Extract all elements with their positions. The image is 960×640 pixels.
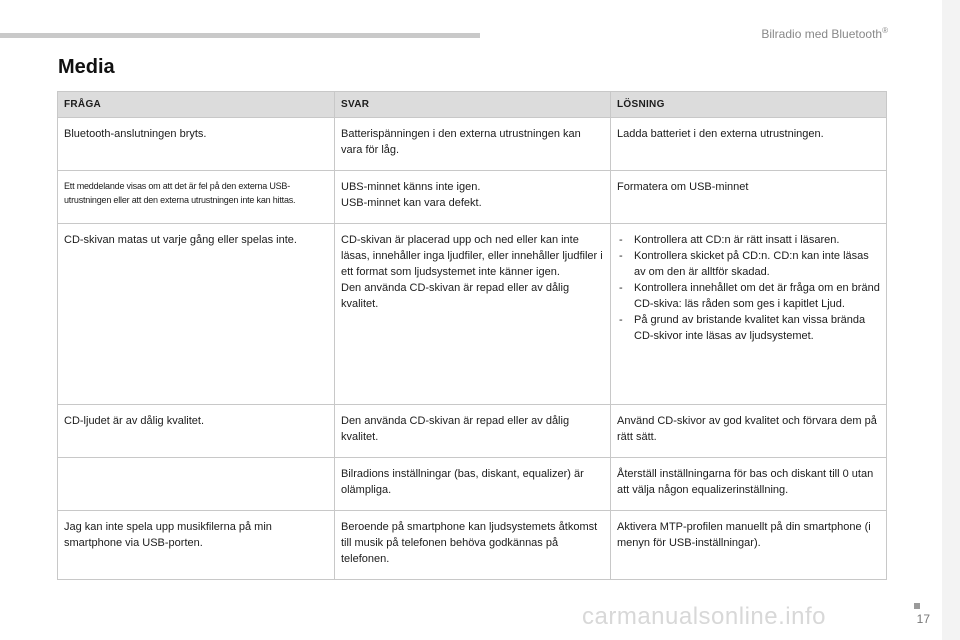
- solution-cell: Aktivera MTP-profilen manuellt på din smartphone (i menyn för USB-inställningar).: [611, 511, 887, 580]
- question-cell: CD-skivan matas ut varje gång eller spelas inte.: [58, 224, 335, 405]
- table-row: [58, 118, 887, 171]
- solution-cell: [611, 224, 887, 405]
- answer-cell: Batterispänningen i den externa utrustningen kan vara för låg.: [335, 118, 611, 171]
- header-title-text: Bilradio med Bluetooth: [761, 27, 883, 41]
- column-header-solution: LÖSNING: [611, 92, 887, 118]
- answer-line: CD-skivan är placerad upp och ned eller kan inte läsas, innehåller inga ljudfiler, eller innehåller ljudfiler i ett format som ljudsystemet inte känner igen.: [341, 234, 603, 278]
- answer-line: UBS-minnet känns inte igen.: [341, 181, 481, 193]
- solution-cell: Återställ inställningarna för bas och diskant till 0 utan att välja någon equalizerinställning.: [611, 458, 887, 511]
- table-row: [58, 458, 887, 511]
- answer-cell: Den använda CD-skivan är repad eller av dålig kvalitet.: [335, 405, 611, 458]
- solution-cell: Använd CD-skivor av god kvalitet och förvara dem på rätt sätt.: [611, 405, 887, 458]
- page-title: Media: [58, 56, 115, 78]
- list-item: - Kontrollera innehållet om det är fråga om en bränd CD-skiva: läs råden som ges i kapitlet Ljud.: [617, 280, 880, 312]
- list-item: - Kontrollera att CD:n är rätt insatt i läsaren.: [617, 232, 880, 248]
- answer-cell: [335, 171, 611, 224]
- answer-cell: Bilradions inställningar (bas, diskant, equalizer) är olämpliga.: [335, 458, 611, 511]
- page-edge-band: [942, 0, 960, 640]
- answer-line: Den använda CD-skivan är repad eller av dålig kvalitet.: [341, 282, 570, 310]
- page-number: 17: [916, 612, 930, 626]
- page-marker: [914, 603, 920, 609]
- solution-cell: Ladda batteriet i den externa utrustningen.: [611, 118, 887, 171]
- header-title: [761, 26, 888, 41]
- question-cell: CD-ljudet är av dålig kvalitet.: [58, 405, 335, 458]
- column-header-question: FRÅGA: [58, 92, 335, 118]
- list-item: - Kontrollera skicket på CD:n. CD:n kan inte läsas av om den är alltför skadad.: [617, 248, 880, 280]
- solution-list: [617, 232, 880, 344]
- header-rule: [0, 33, 480, 38]
- registered-mark: ®: [882, 26, 888, 35]
- question-cell: [58, 458, 335, 511]
- solution-cell: Formatera om USB-minnet: [611, 171, 887, 224]
- question-cell: Ett meddelande visas om att det är fel på den externa USB-utrustningen eller att den externa utrustningen inte kan hittas.: [58, 171, 335, 224]
- answer-cell: Beroende på smartphone kan ljudsystemets åtkomst till musik på telefonen behöva godkännas på telefonen.: [335, 511, 611, 580]
- list-item: - På grund av bristande kvalitet kan vissa brända CD-skivor inte läsas av ljudsystemet.: [617, 312, 880, 344]
- table-row: [58, 511, 887, 580]
- answer-line: USB-minnet kan vara defekt.: [341, 197, 482, 209]
- column-header-answer: SVAR: [335, 92, 611, 118]
- question-cell: Jag kan inte spela upp musikfilerna på min smartphone via USB-porten.: [58, 511, 335, 580]
- table-row: [58, 224, 887, 405]
- watermark: carmanualsonline.info: [582, 603, 826, 630]
- answer-cell: [335, 224, 611, 405]
- table-header-row: [58, 92, 887, 118]
- question-cell: Bluetooth-anslutningen bryts.: [58, 118, 335, 171]
- table-row: [58, 171, 887, 224]
- faq-table: [57, 91, 887, 580]
- table-row: [58, 405, 887, 458]
